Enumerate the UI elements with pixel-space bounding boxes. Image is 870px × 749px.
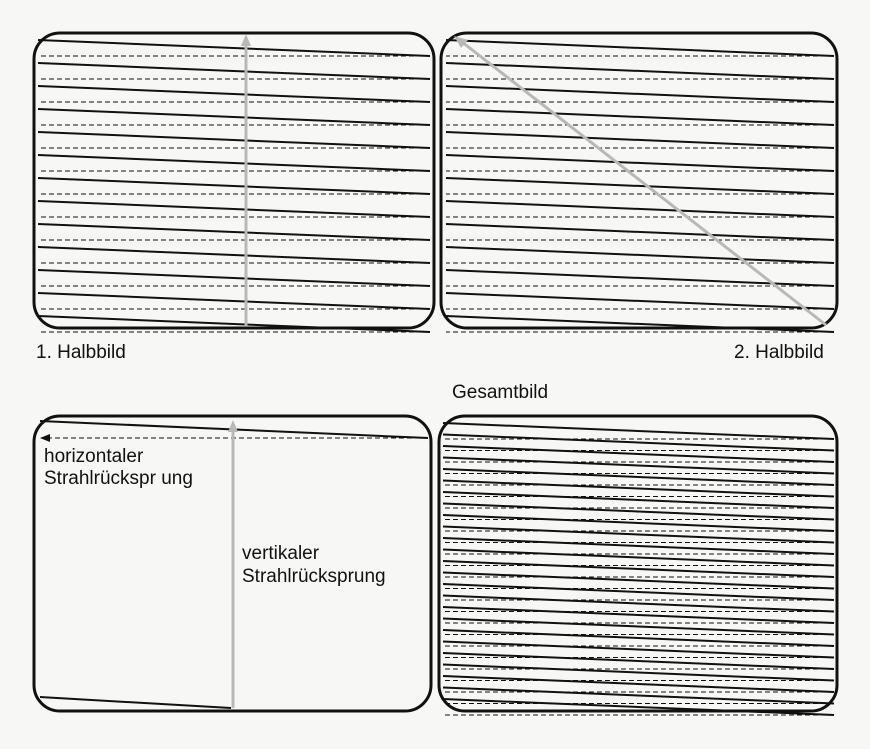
field1-scan-lines [38,34,430,332]
frame-scan-lines [443,423,834,715]
field2-scan-lines [446,36,834,332]
field1-scan-line [38,224,430,240]
field2-scan-line [446,109,834,125]
field1-scan-line [38,293,430,309]
field1-scan-line [38,132,430,148]
horizontal-retrace-label-line1: horizontaler [44,446,144,467]
field1-scan-line [38,201,430,217]
field2-scan-line [446,224,834,240]
field2-vertical-retrace-line [462,42,826,325]
horizontal-retrace-label-line2: Strahlrückspr ung [44,468,193,489]
horizontal-retrace-arrowhead [40,434,50,442]
field1-scan-line [38,63,430,79]
field2-scan-line [446,40,834,56]
field1-scan-line [38,247,430,263]
last-scan-line [40,697,231,708]
vertical-retrace-label-line1: vertikaler [242,543,320,564]
field2-scan-line [446,293,834,309]
field2-scan-line [446,270,834,286]
field2-scan-line [446,132,834,148]
field1-label: 1. Halbbild [36,342,126,363]
field1-scan-line [38,155,430,171]
field1-scan-line [38,86,430,102]
field1-scan-line [38,109,430,125]
field1-vertical-retrace-arrowhead [241,34,251,46]
field1-scan-line [38,316,430,332]
field1-scan-line [38,40,430,56]
frame-label: Gesamtbild [452,382,549,403]
field2-scan-line [446,86,834,102]
field2-scan-line [446,247,834,263]
field2-scan-line [446,201,834,217]
field2-scan-line [446,316,834,332]
vertical-retrace-label-line2: Strahlrücksprung [242,566,386,587]
field2-label: 2. Halbbild [734,342,824,363]
field1-scan-line [38,178,430,194]
vertical-retrace-arrowhead [228,420,238,432]
field1-scan-line [38,270,430,286]
field2-scan-line [446,155,834,171]
